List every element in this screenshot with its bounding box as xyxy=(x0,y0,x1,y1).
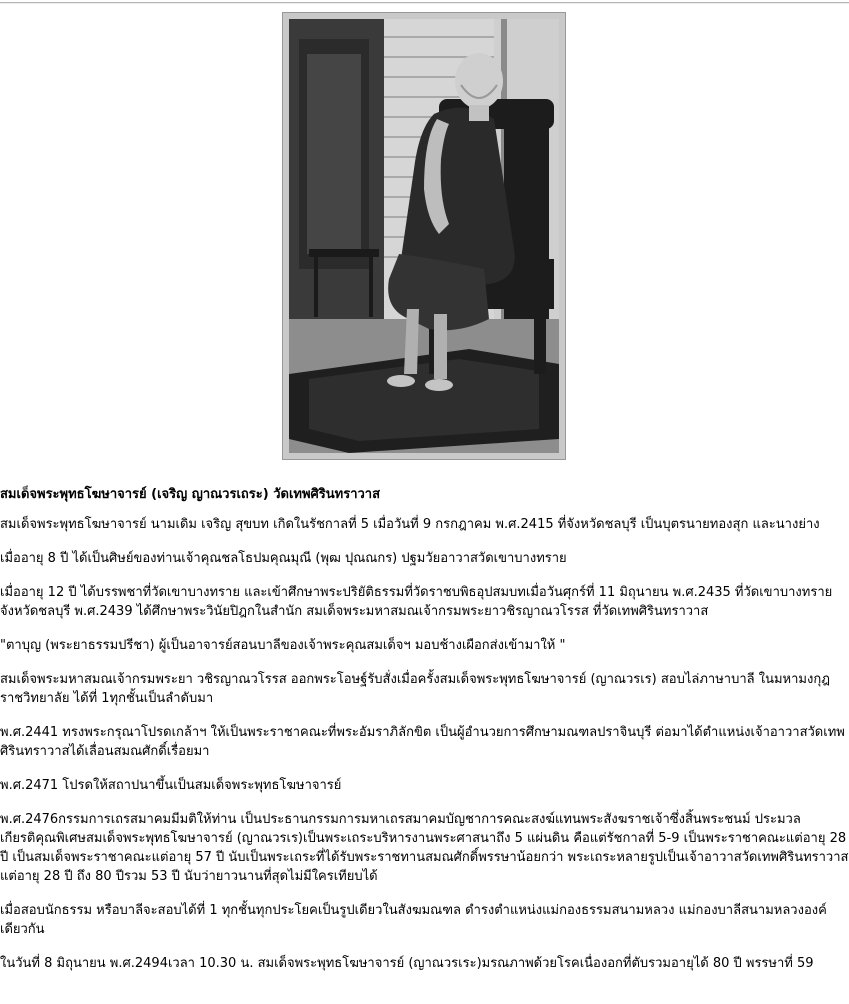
paragraph-exams: เมื่อสอบนักธรรม หรือบาลีจะสอบได้ที่ 1 ทุกชั้นทุกประโยคเป็นรูปเดียวในสังฆมณฑล ดำรงตำแหน่งแม่กองธรรมสนามหลวง แม่กองบาลีสนามหลวงองค์เดียวกัน xyxy=(0,903,827,937)
article xyxy=(0,485,849,988)
top-divider xyxy=(0,2,849,4)
paragraph-2471: พ.ศ.2471 โปรดให้สถาปนาขึ้นเป็นสมเด็จพระพุทธโฆษาจารย์ xyxy=(0,778,342,793)
paragraph-birth: สมเด็จพระพุทธโฆษาจารย์ นามเดิม เจริญ สุขบท เกิดในรัชกาลที่ 5 เมื่อวันที่ 9 กรกฎาคม พ.ศ.2415 ที่จังหวัดชลบุรี เป็นบุตรนายทองสุก และนางย่าง xyxy=(0,517,820,532)
paragraph-age-8: เมื่ออายุ 8 ปี ได้เป็นศิษย์ของท่านเจ้าคุณชลโธปมคุณมุณี (พุฒ ปุณณกร) ปฐมวัยอาวาสวัดเขาบางทราย xyxy=(0,551,567,566)
portrait-photo xyxy=(289,19,559,453)
paragraph-quote: "ตาบุญ (พระยาธรรมปรีชา) ผู้เป็นอาจารย์สอนบาลีของเจ้าพระคุณสมเด็จฯ มอบช้างเผือกส่งเข้ามาให้ " xyxy=(0,638,566,653)
portrait-photo-frame xyxy=(282,12,566,460)
paragraph-2476: พ.ศ.2476กรรมการเถรสมาคมมีมติให้ท่าน เป็นประธานกรรมการมหาเถรสมาคมบัญชาการคณะสงฆ์แทนพระสังฆราชเจ้าซึ่งสิ้นพระชนม์ ประมวลเกียรติคุณพิเศษสมเด็จพระพุทธโฆษาจารย์ (ญาณวรเร)เป็นพระเถระบริหารงานพระศาสนาถึง 5 แผ่นดิน คือแต่รัชกาลที่ 5-9 เป็นพระราชาคณะแต่อายุ 28 ปี เป็นสมเด็จพระราชาคณะแต่อายุ 57 ปี นับเป็นพระเถระที่ได้รับพระราชทานสมณศักดิ์พรรษาน้อยกว่า พระเถระหลายรูปเป็นเจ้าอาวาสวัดเทพศิรินทราวาส แต่อายุ 28 ปี ถึง 80 ปีรวม 53 ปี นับว่ายาวนานที่สุดไม่มีใครเทียบได้ xyxy=(0,812,849,884)
paragraph-death: ในวันที่ 8 มิถุนายน พ.ศ.2494เวลา 10.30 น. สมเด็จพระพุทธโฆษาจารย์ (ญาณวรเระ)มรณภาพด้วยโรคเนื่องอกที่ตับรวมอายุได้ 80 ปี พรรษาที่ 59 xyxy=(0,956,814,971)
article-title: สมเด็จพระพุทธโฆษาจารย์ (เจริญ ญาณวรเถระ) วัดเทพศิรินทราวาส xyxy=(0,487,381,502)
paragraph-ordination: เมื่ออายุ 12 ปี ได้บรรพชาที่วัดเขาบางทราย และเข้าศึกษาพระปริยัติธรรมที่วัดราชบพิธอุปสมบทเมื่อวันศุกร์ที่ 11 มิถุนายน พ.ศ.2435 ที่วัดเขาบางทราย จังหวัดชลบุรี พ.ศ.2439 ได้ศึกษาพระวินัยปิฎกในสำนัก สมเด็จพระมหาสมณเจ้ากรมพระยาวชิรญาณวโรรส ที่วัดเทพศิรินทราวาส xyxy=(0,585,833,619)
paragraph-pali-exam: สมเด็จพระมหาสมณเจ้ากรมพระยา วชิรญาณวโรรส ออกพระโอษฐ์รับสั่งเมื่อครั้งสมเด็จพระพุทธโฆษาจารย์ (ญาณวรเร) สอบไล่ภาษาบาลี ในมหามงกุฎราชวิทยาลัย ได้ที่ 1ทุกชั้นเป็นลำดับมา xyxy=(0,672,830,706)
paragraph-2441: พ.ศ.2441 ทรงพระกรุณาโปรดเกล้าฯ ให้เป็นพระราชาคณะที่พระอัมราภิลักขิต เป็นผู้อำนวยการศึกษามณฑลปราจินบุรี ต่อมาได้ตำแหน่งเจ้าอาวาสวัดเทพศิรินทราวาสได้เลื่อนสมณศักดิ์เรื่อยมา xyxy=(0,725,845,759)
